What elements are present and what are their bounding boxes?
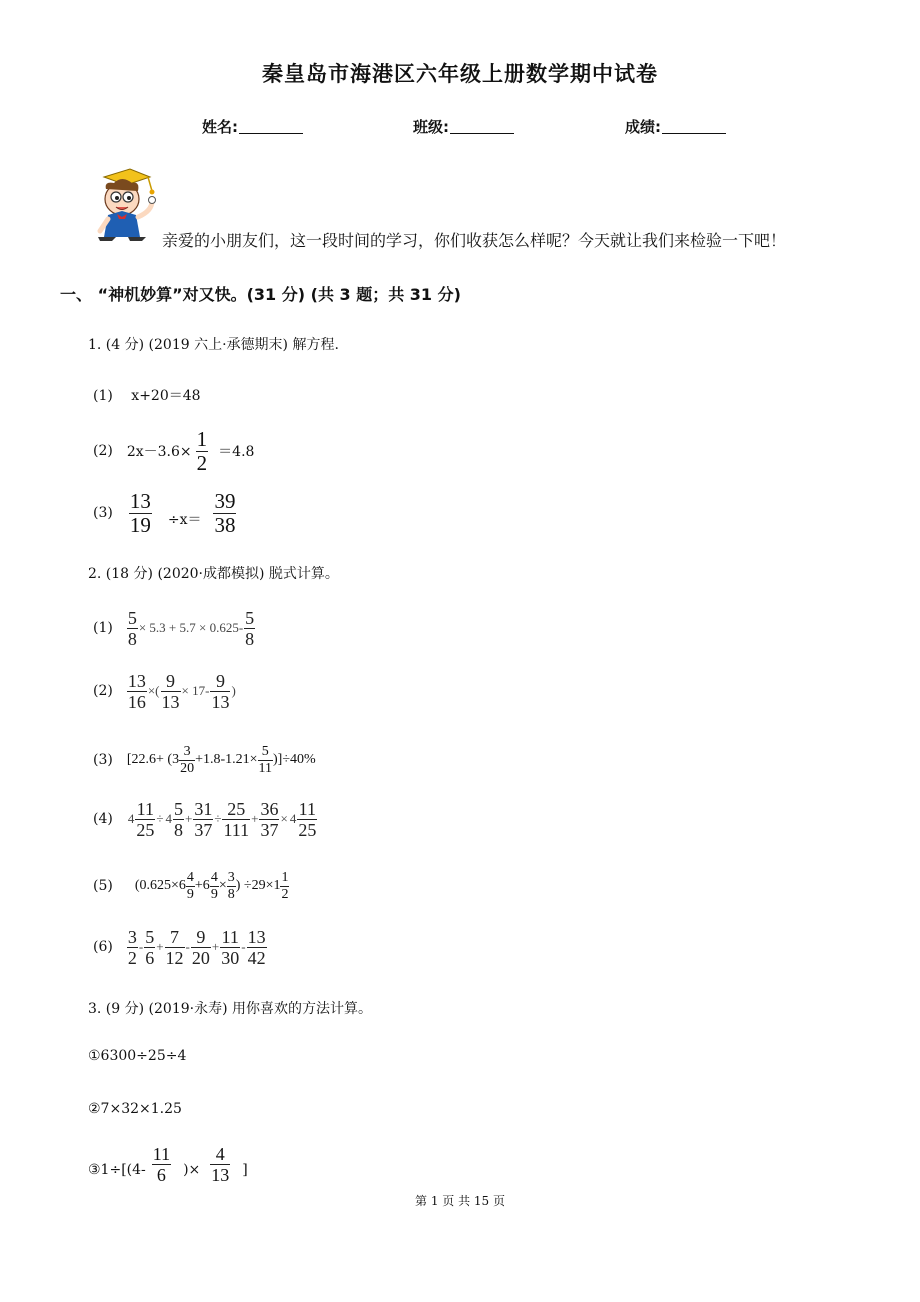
whole-number: 4 (289, 811, 297, 826)
q1-part1-label: (1) (93, 388, 113, 404)
q1-part2-expr-b: ＝4.8 (218, 444, 255, 460)
q2-part4-label: (4) (93, 811, 113, 827)
fraction: $\frac{4}{9}$ (186, 869, 194, 902)
operator-text: + (251, 811, 259, 826)
q2-part2 (93, 668, 237, 714)
operator-text: - (185, 939, 190, 954)
q1-part1-expr: x+20＝48 (131, 388, 201, 404)
whole-number: 4 (165, 811, 172, 826)
fraction: $\frac{5}{11}$ (258, 743, 273, 776)
operator-text: × 17- (181, 683, 210, 698)
expression-text: ) ÷29×1 (235, 878, 281, 893)
operator-text: × 5.3 + 5.7 × 0.625- (138, 620, 244, 635)
q1-part3 (93, 490, 236, 536)
q2-part5-label: (5) (93, 878, 113, 894)
expression-text: )]÷40% (273, 752, 316, 767)
q2-part3-label: (3) (93, 752, 113, 768)
fraction: $\frac{5}{8}$ (127, 607, 137, 649)
q2-part5-expr (135, 871, 290, 902)
q2-part6 (93, 924, 267, 970)
q2-part6-expr (127, 928, 267, 967)
expression-text: +6 (194, 878, 210, 893)
fraction: $\frac{11}{25}$ (136, 798, 155, 840)
q2-part3-expr (127, 745, 316, 776)
q1-part2-expr-a: 2x－3.6× (126, 444, 192, 460)
name-blank[interactable] (239, 119, 303, 134)
operator-text: + (211, 939, 220, 954)
q1-part1 (93, 385, 201, 405)
q1-part3-fraction-1: $\frac{13}{19}$ (129, 488, 151, 537)
greeting-text: 亲爱的小朋友们，这一段时间的学习，你们收获怎么样呢？今天就让我们来检验一下吧！ (162, 231, 787, 250)
page-footer: 第 1 页 共 15 页 (415, 1194, 505, 1208)
fraction: $\frac{13}{16}$ (127, 670, 146, 712)
question-1-header: 1. (4 分) (2019 六上·承德期末) 解方程. (88, 337, 339, 353)
q3-part3-fraction-2: $\frac{4}{13}$ (211, 1143, 230, 1185)
fraction: $\frac{11}{25}$ (298, 798, 317, 840)
score-field[interactable] (625, 116, 726, 137)
fraction: $\frac{5}{6}$ (145, 926, 155, 968)
fraction: $\frac{13}{42}$ (247, 926, 266, 968)
fraction: $\frac{7}{12}$ (165, 926, 184, 968)
class-blank[interactable] (450, 119, 514, 134)
operator-text: ÷ (156, 811, 164, 826)
operator-text: × (280, 811, 288, 826)
q3-part3-expr-b: )× (183, 1162, 201, 1178)
name-label: 姓名: (202, 118, 238, 136)
operator-text: ÷ (214, 811, 222, 826)
q1-part3-mid: ÷x＝ (167, 512, 202, 528)
q3-part3-expr-c: ] (242, 1162, 248, 1178)
q3-part3 (88, 1142, 248, 1186)
score-blank[interactable] (662, 119, 726, 134)
mascot-illustration (92, 165, 162, 243)
fraction: $\frac{31}{37}$ (194, 798, 213, 840)
fraction: $\frac{5}{8}$ (173, 798, 183, 840)
section-heading: 一、 “神机妙算”对又快。(31 分) (共 3 题；共 31 分) (60, 285, 461, 304)
fraction: $\frac{9}{20}$ (191, 926, 210, 968)
q2-part5 (93, 864, 289, 908)
q3-part3-fraction-1: $\frac{11}{6}$ (152, 1143, 171, 1185)
operator-text: - (241, 939, 246, 954)
fraction: $\frac{1}{2}$ (281, 869, 289, 902)
q1-part2 (93, 428, 254, 474)
expression-text: × (218, 878, 227, 893)
q1-part2-fraction: $\frac{1}{2}$ (196, 426, 208, 475)
class-label: 班级: (413, 118, 449, 136)
q2-part1-expr (127, 609, 255, 648)
fraction: $\frac{3}{8}$ (227, 869, 235, 902)
q2-part4-expr (127, 800, 317, 839)
operator-text: ) (231, 683, 236, 698)
question-3-header: 3. (9 分) (2019·永寿) 用你喜欢的方法计算。 (88, 1001, 372, 1017)
class-field[interactable] (413, 116, 514, 137)
q3-part3-expr-a: ③1÷[(4- (88, 1162, 146, 1178)
q1-part2-label: (2) (93, 443, 113, 459)
q2-part2-label: (2) (93, 683, 113, 699)
fraction: $\frac{4}{9}$ (210, 869, 218, 902)
fraction: $\frac{36}{37}$ (260, 798, 279, 840)
fraction: $\frac{11}{30}$ (221, 926, 240, 968)
score-label: 成绩: (625, 118, 661, 136)
expression-text: (0.625×6 (134, 878, 186, 893)
operator-text: - (138, 939, 144, 954)
q2-part6-label: (6) (93, 939, 113, 955)
expression-text: [22.6+ (3 (126, 752, 180, 767)
question-2-header: 2. (18 分) (2020·成都模拟) 脱式计算。 (88, 566, 339, 582)
fraction: $\frac{5}{8}$ (245, 607, 255, 649)
q3-part1: ①6300÷25÷4 (88, 1048, 187, 1064)
fraction: $\frac{25}{111}$ (223, 798, 250, 840)
operator-text: + (156, 939, 164, 954)
fraction: $\frac{3}{2}$ (127, 926, 137, 968)
q2-part2-expr (127, 672, 237, 711)
q2-part1 (93, 606, 255, 650)
expression-text: +1.8-1.21× (195, 752, 258, 767)
fraction: $\frac{9}{13}$ (161, 670, 180, 712)
fraction: $\frac{9}{13}$ (211, 670, 230, 712)
q2-part4 (93, 796, 317, 842)
q1-part3-fraction-2: $\frac{39}{38}$ (214, 488, 236, 537)
q3-part2: ②7×32×1.25 (88, 1101, 182, 1117)
whole-number: 4 (127, 811, 135, 826)
page-title: 秦皇岛市海港区六年级上册数学期中试卷 (262, 62, 658, 86)
q2-part3 (93, 738, 316, 782)
operator-text: + (184, 811, 193, 826)
q2-part1-label: (1) (93, 620, 113, 636)
name-field[interactable] (202, 116, 303, 137)
fraction: $\frac{3}{20}$ (180, 743, 195, 776)
operator-text: ×( (147, 683, 160, 698)
q1-part3-label: (3) (93, 505, 113, 521)
